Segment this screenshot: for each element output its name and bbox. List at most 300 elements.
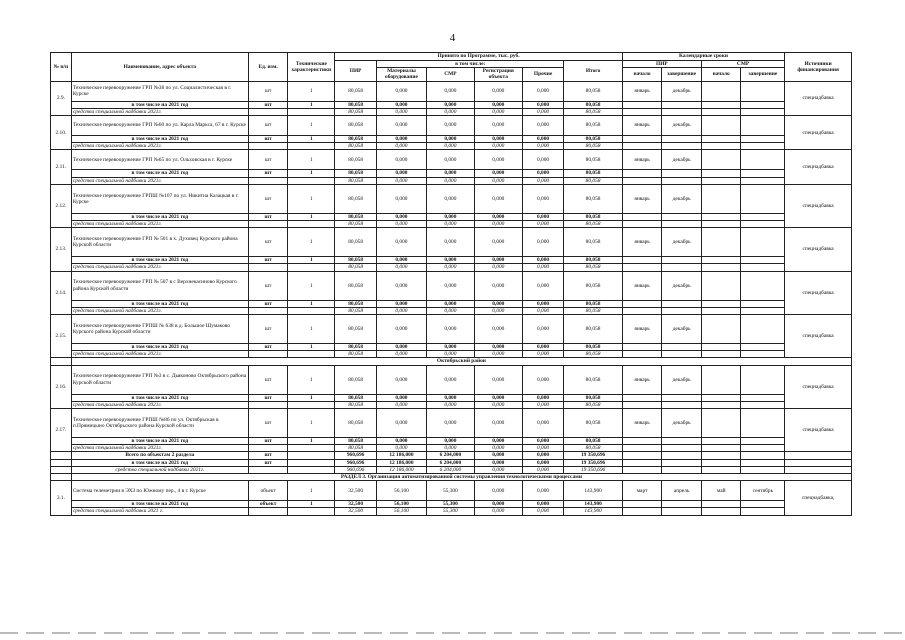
term-cell <box>741 143 785 150</box>
value-cell: 80,058 <box>564 365 622 394</box>
value-cell: 0,000 <box>474 351 522 358</box>
row-number: 2.15. <box>51 315 72 358</box>
tech-cell <box>288 401 335 408</box>
value-cell: 0,000 <box>522 136 564 143</box>
term-cell <box>741 184 785 213</box>
value-cell: 0,000 <box>522 452 564 459</box>
tech-cell: 1 <box>288 184 335 213</box>
term-cell <box>701 351 741 358</box>
region-title: Октябрьский район <box>71 358 851 365</box>
value-cell: 143,900 <box>564 481 622 501</box>
term-cell <box>622 438 662 445</box>
value-cell: 0,000 <box>426 438 474 445</box>
unit-cell <box>248 143 288 150</box>
term-cell <box>741 445 785 452</box>
value-cell: 80,058 <box>335 81 377 101</box>
funding-row <box>51 445 852 452</box>
term-cell: апрель <box>662 481 702 501</box>
value-cell: 6 204,000 <box>426 452 474 459</box>
value-cell: 0,000 <box>426 136 474 143</box>
empty-cell <box>51 452 72 459</box>
value-cell: 0,000 <box>522 438 564 445</box>
value-cell: 0,000 <box>474 81 522 101</box>
value-cell: 0,000 <box>474 466 522 473</box>
unit-cell: объект <box>248 501 288 508</box>
value-cell: 0,000 <box>522 481 564 501</box>
value-cell: 80,058 <box>335 150 377 170</box>
term-cell <box>741 351 785 358</box>
value-cell: 0,000 <box>474 365 522 394</box>
unit-cell: шт <box>248 300 288 307</box>
term-cell: январь <box>622 271 662 300</box>
term-cell <box>741 452 785 459</box>
col-start-header: начало <box>622 68 662 81</box>
subtotal-row <box>51 394 852 401</box>
term-cell <box>622 459 662 466</box>
funding-row <box>51 143 852 150</box>
col-end2-header: завершение <box>741 68 785 81</box>
value-cell: 0,000 <box>522 257 564 264</box>
row-label: в том числе на 2021 год <box>71 136 248 143</box>
value-cell: 0,000 <box>522 116 564 136</box>
row-label: в том числе на 2021 год <box>71 501 248 508</box>
value-cell: 0,000 <box>376 307 426 314</box>
term-cell <box>662 264 702 271</box>
tech-cell <box>288 445 335 452</box>
term-cell <box>622 351 662 358</box>
value-cell: 0,000 <box>426 445 474 452</box>
source-cell: спецнадбавка <box>785 228 852 271</box>
value-cell: 0,000 <box>474 501 522 508</box>
row-label: средства специальной надбавки 2021г. <box>71 221 248 228</box>
value-cell: 80,058 <box>335 394 377 401</box>
term-cell <box>701 257 741 264</box>
col-pir-header: ПИР <box>335 61 377 82</box>
value-cell: 0,000 <box>522 307 564 314</box>
value-cell: 55,300 <box>426 501 474 508</box>
term-cell <box>662 108 702 115</box>
value-cell: 80,058 <box>335 401 377 408</box>
value-cell: 0,000 <box>426 394 474 401</box>
source-cell: спецнадбавка <box>785 81 852 115</box>
tech-cell <box>288 459 335 466</box>
term-cell <box>662 101 702 108</box>
unit-cell: шт <box>248 409 288 438</box>
unit-cell: шт <box>248 228 288 257</box>
object-name: Техническое перевооружение ГРП № 507 в с Верхнекасиново Курского района Курской области <box>71 271 248 300</box>
term-cell <box>701 101 741 108</box>
object-row <box>51 315 852 344</box>
term-cell <box>741 213 785 220</box>
value-cell: 80,058 <box>564 394 622 401</box>
value-cell: 0,000 <box>376 264 426 271</box>
value-cell: 0,000 <box>474 409 522 438</box>
term-cell <box>662 221 702 228</box>
value-cell: 0,000 <box>376 221 426 228</box>
term-cell <box>622 264 662 271</box>
term-cell <box>701 108 741 115</box>
tech-cell: 1 <box>288 394 335 401</box>
object-row <box>51 481 852 501</box>
unit-cell: шт <box>248 344 288 351</box>
col-registration-header: Регистрация объекта <box>474 68 522 81</box>
term-cell <box>622 101 662 108</box>
term-cell <box>741 508 785 515</box>
col-start2-header: начало <box>701 68 741 81</box>
tech-cell: 1 <box>288 481 335 501</box>
empty-cell <box>51 466 72 473</box>
value-cell: 0,000 <box>522 170 564 177</box>
value-cell: 6 204,000 <box>426 459 474 466</box>
source-cell: спецнадбавка <box>785 365 852 408</box>
term-cell <box>741 300 785 307</box>
term-cell <box>741 501 785 508</box>
value-cell: 0,000 <box>474 177 522 184</box>
source-cell: спецнадбавка <box>785 315 852 358</box>
term-cell <box>662 351 702 358</box>
value-cell: 0,000 <box>376 315 426 344</box>
source-cell: спецнадбавка <box>785 116 852 150</box>
term-cell <box>701 150 741 170</box>
unit-cell: шт <box>248 459 288 466</box>
value-cell: 80,058 <box>335 409 377 438</box>
term-cell: январь <box>622 365 662 394</box>
term-cell <box>701 300 741 307</box>
source-cell: спецнадбавка, <box>785 481 852 515</box>
tech-cell: 1 <box>288 116 335 136</box>
value-cell: 80,058 <box>335 170 377 177</box>
value-cell: 0,000 <box>426 351 474 358</box>
subtotal-row <box>51 136 852 143</box>
value-cell: 80,058 <box>335 184 377 213</box>
total-row <box>51 459 852 466</box>
term-cell: май <box>701 481 741 501</box>
tech-cell: 1 <box>288 271 335 300</box>
term-cell <box>741 394 785 401</box>
col-materials-header: Материалы оборудование <box>376 68 426 81</box>
tech-cell: 1 <box>288 315 335 344</box>
value-cell: 80,058 <box>335 221 377 228</box>
row-label: в том числе на 2021 год <box>71 394 248 401</box>
value-cell: 80,058 <box>335 213 377 220</box>
value-cell: 0,000 <box>474 401 522 408</box>
term-cell <box>662 438 702 445</box>
value-cell: 0,000 <box>376 445 426 452</box>
term-cell <box>701 445 741 452</box>
value-cell: 12 186,000 <box>376 452 426 459</box>
term-cell: январь <box>622 228 662 257</box>
value-cell: 0,000 <box>522 394 564 401</box>
value-cell: 0,000 <box>522 401 564 408</box>
value-cell: 56,100 <box>376 508 426 515</box>
unit-cell: шт <box>248 365 288 394</box>
tech-cell <box>288 508 335 515</box>
deadlines-header: Календарные сроки <box>622 53 784 61</box>
value-cell: 32,500 <box>335 501 377 508</box>
source-cell: спецнадбавка <box>785 409 852 452</box>
value-cell: 80,058 <box>335 344 377 351</box>
value-cell: 80,058 <box>335 177 377 184</box>
term-cell <box>662 213 702 220</box>
tech-cell <box>288 351 335 358</box>
value-cell: 56,100 <box>376 481 426 501</box>
value-cell: 0,000 <box>474 452 522 459</box>
value-cell: 0,000 <box>474 228 522 257</box>
object-name: Техническое перевооружение ГРП №60 по ул. Карла Маркса, 67 в г. Курске <box>71 116 248 136</box>
object-name: Техническое перевооружение ГРПШ № 638 в д. Большое Шумаково Курского района Курской области <box>71 315 248 344</box>
tech-cell: 1 <box>288 81 335 101</box>
table-body <box>51 81 852 515</box>
term-cell <box>701 170 741 177</box>
term-cell <box>701 315 741 344</box>
value-cell: 80,058 <box>564 150 622 170</box>
row-label: средства специальной надбавки 2021г. <box>71 307 248 314</box>
value-cell: 960,696 <box>335 459 377 466</box>
funding-row <box>51 264 852 271</box>
value-cell: 0,000 <box>522 108 564 115</box>
region-row <box>51 358 852 365</box>
value-cell: 0,000 <box>474 344 522 351</box>
term-cell <box>701 452 741 459</box>
row-label: Всего по объектам 2 раздела <box>71 452 248 459</box>
value-cell: 0,000 <box>522 344 564 351</box>
tech-cell: 1 <box>288 150 335 170</box>
value-cell: 80,058 <box>335 108 377 115</box>
term-cell <box>741 365 785 394</box>
object-row <box>51 271 852 300</box>
term-cell <box>662 143 702 150</box>
value-cell: 0,000 <box>522 184 564 213</box>
term-cell <box>741 401 785 408</box>
value-cell: 143,900 <box>564 501 622 508</box>
subtotal-row <box>51 438 852 445</box>
term-cell <box>622 108 662 115</box>
value-cell: 0,000 <box>522 459 564 466</box>
row-number: 3.1. <box>51 481 72 515</box>
funding-row <box>51 401 852 408</box>
term-cell <box>701 438 741 445</box>
row-label: в том числе на 2021 год <box>71 438 248 445</box>
term-cell <box>622 307 662 314</box>
object-row <box>51 150 852 170</box>
source-cell: спецнадбавка <box>785 271 852 314</box>
value-cell: 0,000 <box>474 300 522 307</box>
value-cell: 0,000 <box>474 315 522 344</box>
term-cell: декабрь <box>662 81 702 101</box>
value-cell: 80,058 <box>564 101 622 108</box>
row-label: средства специальной надбавки 2021г. <box>71 143 248 150</box>
value-cell: 0,000 <box>522 143 564 150</box>
value-cell: 0,000 <box>376 401 426 408</box>
value-cell: 0,000 <box>426 108 474 115</box>
value-cell: 0,000 <box>426 300 474 307</box>
value-cell: 80,058 <box>564 136 622 143</box>
value-cell: 12 186,000 <box>376 459 426 466</box>
value-cell: 0,000 <box>522 228 564 257</box>
value-cell: 80,058 <box>564 438 622 445</box>
row-label: в том числе на 2021 год <box>71 300 248 307</box>
term-cell: январь <box>622 150 662 170</box>
value-cell: 80,058 <box>335 365 377 394</box>
term-cell <box>662 177 702 184</box>
term-cell <box>741 116 785 136</box>
term-cell <box>662 508 702 515</box>
tech-cell <box>288 452 335 459</box>
value-cell: 80,058 <box>335 116 377 136</box>
term-cell: сентябрь <box>741 481 785 501</box>
value-cell: 0,000 <box>376 177 426 184</box>
row-label: в том числе на 2021 год <box>71 257 248 264</box>
unit-cell: шт <box>248 394 288 401</box>
term-cell <box>701 271 741 300</box>
term-cell: декабрь <box>662 184 702 213</box>
object-name: Техническое перевооружение ГРП №3 в с. Дьяконово Октябрьского района Курской области <box>71 365 248 394</box>
row-label: средства специальной надбавки 2021г. <box>71 401 248 408</box>
term-cell <box>701 508 741 515</box>
term-cell: март <box>622 481 662 501</box>
term-cell <box>741 264 785 271</box>
value-cell: 80,058 <box>564 445 622 452</box>
value-cell: 0,000 <box>474 184 522 213</box>
accepted-header: Принято по Программе, тыс. руб. <box>335 53 622 61</box>
unit-cell <box>248 351 288 358</box>
value-cell: 0,000 <box>522 365 564 394</box>
value-cell: 32,500 <box>335 508 377 515</box>
object-name: Техническое перевооружение ГРПШ №107 по ул. Никитиа Казацкая в г. Курске <box>71 184 248 213</box>
value-cell: 80,058 <box>335 351 377 358</box>
term-cell <box>741 409 785 438</box>
value-cell: 80,058 <box>564 300 622 307</box>
row-label: в том числе на 2021 год <box>71 170 248 177</box>
subtotal-row <box>51 213 852 220</box>
total-row <box>51 452 852 459</box>
value-cell: 0,000 <box>426 101 474 108</box>
term-cell <box>701 81 741 101</box>
value-cell: 0,000 <box>474 508 522 515</box>
unit-cell: шт <box>248 170 288 177</box>
unit-cell: шт <box>248 136 288 143</box>
tech-cell: 1 <box>288 213 335 220</box>
value-cell: 0,000 <box>426 271 474 300</box>
value-cell: 0,000 <box>522 271 564 300</box>
term-cell: декабрь <box>662 409 702 438</box>
row-number: 2.17. <box>51 409 72 452</box>
value-cell: 0,000 <box>426 315 474 344</box>
value-cell: 56,100 <box>376 501 426 508</box>
value-cell: 0,000 <box>522 177 564 184</box>
value-cell: 80,058 <box>335 315 377 344</box>
subtotal-row <box>51 101 852 108</box>
term-cell <box>622 221 662 228</box>
funding-row <box>51 221 852 228</box>
unit-cell <box>248 221 288 228</box>
row-number: 2.16. <box>51 365 72 408</box>
value-cell: 80,058 <box>564 271 622 300</box>
term-cell <box>701 344 741 351</box>
value-cell: 80,058 <box>564 170 622 177</box>
value-cell: 0,000 <box>522 81 564 101</box>
funding-row <box>51 508 852 515</box>
value-cell: 80,058 <box>564 81 622 101</box>
term-cell <box>701 307 741 314</box>
term-cell <box>662 501 702 508</box>
value-cell: 80,058 <box>335 228 377 257</box>
subtotal-row <box>51 501 852 508</box>
value-cell: 960,696 <box>335 466 377 473</box>
value-cell: 0,000 <box>376 409 426 438</box>
object-row <box>51 81 852 101</box>
value-cell: 0,000 <box>376 438 426 445</box>
term-cell <box>701 466 741 473</box>
value-cell: 0,000 <box>522 213 564 220</box>
value-cell: 960,696 <box>335 452 377 459</box>
value-cell: 0,000 <box>376 136 426 143</box>
tech-cell <box>288 177 335 184</box>
row-label: в том числе на 2021 год <box>71 344 248 351</box>
term-cell <box>662 466 702 473</box>
unit-cell: шт <box>248 315 288 344</box>
value-cell: 80,058 <box>335 300 377 307</box>
term-cell <box>785 452 852 459</box>
col-smr-header: СМР <box>426 68 474 81</box>
tech-cell: 1 <box>288 170 335 177</box>
term-cell <box>741 101 785 108</box>
tech-cell: 1 <box>288 300 335 307</box>
term-cell <box>701 401 741 408</box>
value-cell: 0,000 <box>474 438 522 445</box>
value-cell: 0,000 <box>474 459 522 466</box>
tech-cell: 1 <box>288 409 335 438</box>
term-cell <box>662 445 702 452</box>
subtotal-row <box>51 257 852 264</box>
value-cell: 0,000 <box>474 150 522 170</box>
term-cell: декабрь <box>662 315 702 344</box>
term-cell <box>662 170 702 177</box>
term-cell <box>622 394 662 401</box>
value-cell: 0,000 <box>474 143 522 150</box>
value-cell: 0,000 <box>426 177 474 184</box>
row-label: средства специальной надбавки 2021г. <box>71 264 248 271</box>
term-cell <box>622 452 662 459</box>
term-cell: декабрь <box>662 116 702 136</box>
term-cell <box>701 136 741 143</box>
value-cell: 0,000 <box>426 228 474 257</box>
term-cell <box>785 459 852 466</box>
value-cell: 0,000 <box>474 101 522 108</box>
term-cell: декабрь <box>662 271 702 300</box>
value-cell: 0,000 <box>426 365 474 394</box>
term-cell <box>662 307 702 314</box>
value-cell: 0,000 <box>522 501 564 508</box>
value-cell: 0,000 <box>522 466 564 473</box>
subtotal-row <box>51 344 852 351</box>
unit-cell <box>248 508 288 515</box>
value-cell: 80,058 <box>564 221 622 228</box>
value-cell: 80,058 <box>564 184 622 213</box>
value-cell: 0,000 <box>426 409 474 438</box>
value-cell: 0,000 <box>474 271 522 300</box>
row-label: средства специальной надбавки 2021 г. <box>71 508 248 515</box>
unit-cell <box>248 445 288 452</box>
tech-cell: 1 <box>288 228 335 257</box>
value-cell: 80,058 <box>335 101 377 108</box>
value-cell: 0,000 <box>376 143 426 150</box>
value-cell: 0,000 <box>474 108 522 115</box>
value-cell: 0,000 <box>474 213 522 220</box>
row-number: 2.12. <box>51 184 72 227</box>
empty-cell <box>51 474 72 481</box>
unit-cell <box>248 108 288 115</box>
